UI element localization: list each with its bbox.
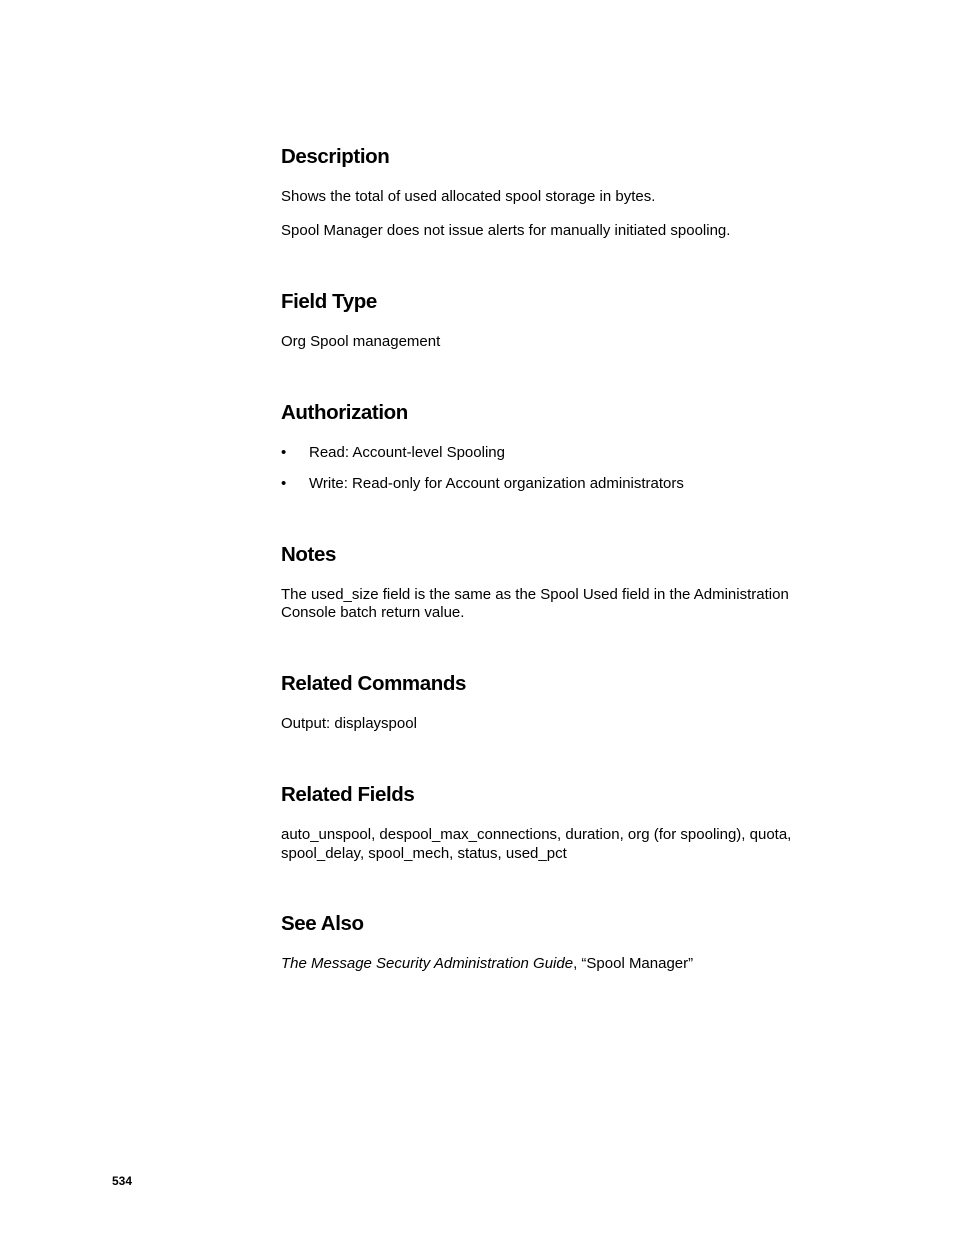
related-fields-heading: Related Fields [281,783,415,806]
see-also-reference [281,955,821,974]
authorization-item-write: Write: Read-only for Account organization administrators [309,475,684,492]
authorization-item-read: Read: Account-level Spooling [309,444,505,461]
notes-heading: Notes [281,543,336,566]
notes-line-2: Console batch return value. [281,604,465,621]
field-type-heading: Field Type [281,290,377,313]
field-type-text: Org Spool management [281,333,441,350]
related-fields-line-2: spool_delay, spool_mech, status, used_pct [281,845,567,862]
see-also-heading: See Also [281,912,364,935]
page-number: 534 [112,1174,133,1188]
authorization-heading: Authorization [281,401,408,424]
guide-title: The Message Security Administration Guide [281,955,574,972]
related-commands-text: Output: displayspool [281,715,417,732]
description-paragraph-2: Spool Manager does not issue alerts for manually initiated spooling. [281,222,731,239]
notes-line-1: The used_size field is the same as the Spool Used field in the Administration [281,586,789,603]
related-commands-heading: Related Commands [281,672,466,695]
description-heading: Description [281,145,390,168]
bullet-icon: • [281,444,287,461]
guide-chapter: , “Spool Manager” [573,955,694,972]
related-fields-line-1: auto_unspool, despool_max_connections, duration, org (for spooling), quota, [281,826,792,843]
description-paragraph-1: Shows the total of used allocated spool storage in bytes. [281,188,656,205]
bullet-icon: • [281,475,287,492]
